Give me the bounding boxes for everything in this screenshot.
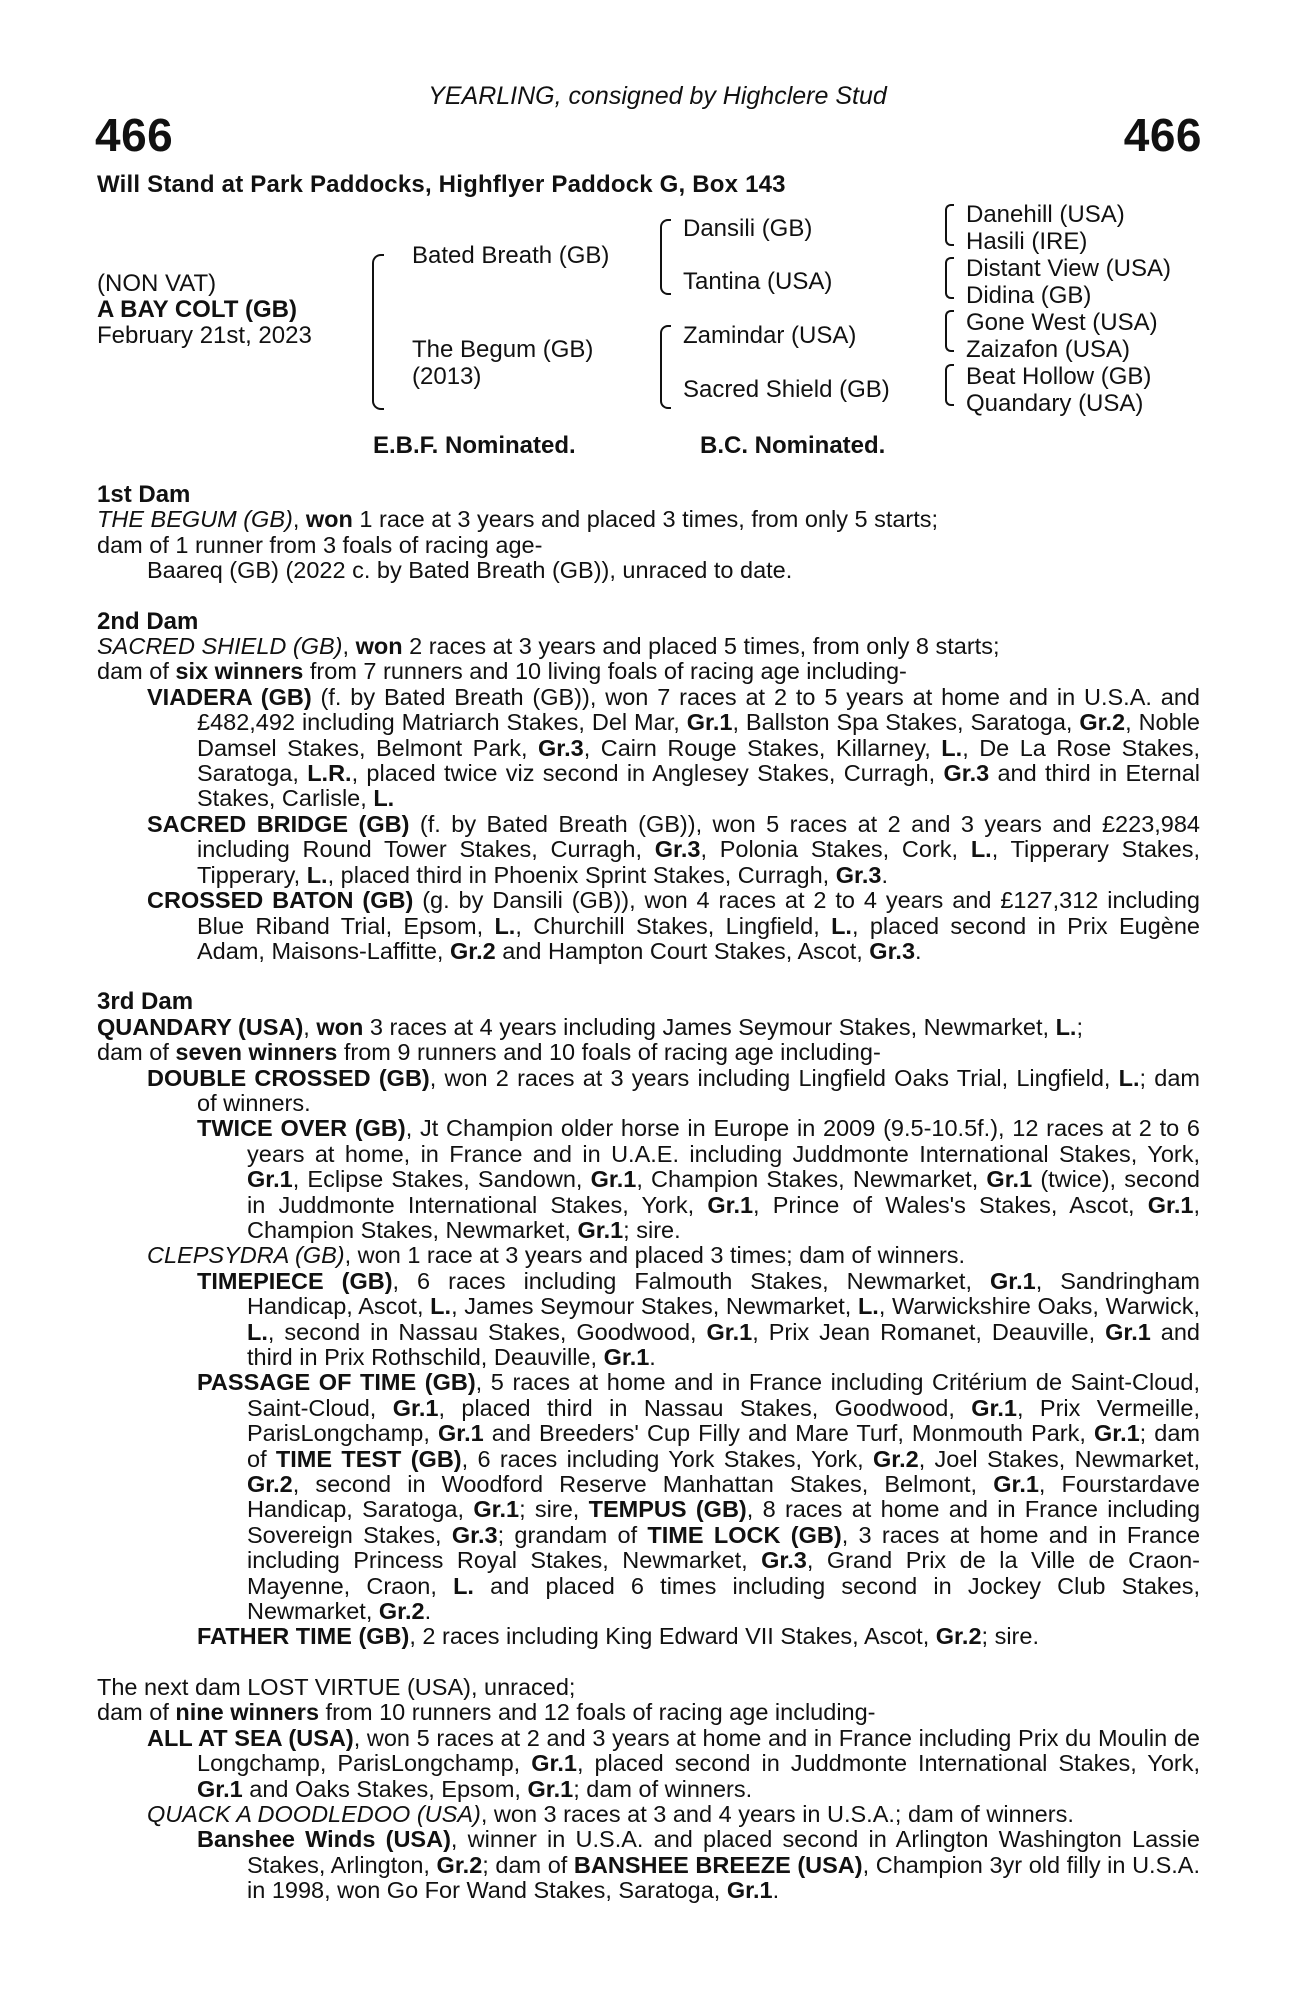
horse-name: TWICE OVER (GB) [197,1115,406,1142]
horse-name: TIMEPIECE (GB) [197,1267,393,1294]
third-dam-produce: dam of seven winners from 9 runners and 10 foals of racing age including- [97,1039,881,1066]
first-dam-record: THE BEGUM (GB), won 1 race at 3 years and placed 3 times, from only 5 starts; [97,506,939,533]
progeny-entry: VIADERA (GB) (f. by Bated Breath (GB)), won 7 races at 2 to 5 years at home and in U.S.A. and £482,492 including Matriarch Stakes, Del Mar, Gr.1, Ballston Spa Stakes, Saratoga, Gr.2, Noble Damsel Stakes, Belmont Park, Gr.3, Cairn Rouge Stakes, Killarney, L., De La Rose Stakes, Saratoga, L.R., placed twice viz second in Anglesey Stakes, Curragh, Gr.3 and third in Eternal Stakes, Carlisle, L. [147,683,1201,812]
pedigree-brace [660,219,671,295]
progeny-entry: SACRED BRIDGE (GB) (f. by Bated Breath (GB)), won 5 races at 2 and 3 years and £223,984 including Round Tower Stakes, Curragh, Gr.3, Polonia Stakes, Cork, L., Tipperary Stakes, Tipperary, L., placed third in Phoenix Sprint Stakes, Curragh, Gr.3. [147,810,1201,888]
second-dam-record: SACRED SHIELD (GB), won 2 races at 3 years and placed 5 times, from only 8 starts; [97,633,1000,660]
horse-name: VIADERA (GB) [147,683,312,710]
progeny-entry: DOUBLE CROSSED (GB), won 2 races at 3 years including Lingfield Oaks Trial, Lingfield, L.; dam of winners. [147,1064,1200,1116]
horse-name: DOUBLE CROSSED (GB) [147,1064,430,1091]
progeny-entry: PASSAGE OF TIME (GB), 5 races at home and in France including Critérium de Saint-Cloud, Saint-Cloud, Gr.1, placed third in Nassau Stakes, Goodwood, Gr.1, Prix Vermeille, ParisLongchamp, Gr.1 and Breeders' Cup Filly and Mare Turf, Monmouth Park, Gr.1; dam of TIME TEST (GB), 6 races including York Stakes, York, Gr.2, Joel Stakes, Newmarket, Gr.2, second in Woodford Reserve Manhattan Stakes, Belmont, Gr.1, Fourstardave Handicap, Saratoga, Gr.1; sire, TEMPUS (GB), 8 races at home and in France including Sovereign Stakes, Gr.3; grandam of TIME LOCK (GB), 3 races at home and in France including Princess Royal Stakes, Newmarket, Gr.3, Grand Prix de la Ville de Craon-Mayenne, Craon, L. and placed 6 times including second in Jockey Club Stakes, Newmarket, Gr.2. [197,1369,1201,1625]
pedigree-gen3: Zamindar (USA) [683,322,857,349]
lot-number-right: 466 [1123,109,1202,161]
horse-name: PASSAGE OF TIME (GB) [197,1369,476,1396]
vat-status: (NON VAT) [97,270,217,297]
lot-number-left: 466 [95,109,174,161]
progeny-entry: TWICE OVER (GB), Jt Champion older horse in Europe in 2009 (9.5-10.5f.), 12 races at 2 to 6 years at home, in France and in U.A.E. including Juddmonte International Stakes, York, Gr.1, Eclipse Stakes, Sandown, Gr.1, Champion Stakes, Newmarket, Gr.1 (twice), second in Juddmonte International Stakes, York, Gr.1, Prince of Wales's Stakes, Ascot, Gr.1, Champion Stakes, Newmarket, Gr.1; sire. [197,1115,1201,1243]
won-label: won [305,506,353,533]
dam-name: QUANDARY (USA) [97,1013,304,1040]
bc-nomination: B.C. Nominated. [700,432,886,459]
pedigree-gen4: Didina (GB) [966,282,1092,309]
next-dam-intro: The next dam LOST VIRTUE (USA), unraced; [97,1673,576,1700]
pedigree-brace [945,257,954,299]
ebf-nomination: E.B.F. Nominated. [373,432,576,459]
dam-name: SACRED SHIELD (GB) [97,633,343,660]
horse-name: CROSSED BATON (GB) [147,887,414,914]
pedigree-brace [945,204,954,246]
pedigree-gen3: Dansili (GB) [683,215,813,242]
pedigree-brace [372,254,384,410]
dam-name: THE BEGUM (GB) [97,506,293,533]
horse-name: FATHER TIME (GB) [197,1623,410,1650]
pedigree-gen3: Tantina (USA) [683,268,833,295]
catalogue-body [97,482,1200,1904]
stand-location: Will Stand at Park Paddocks, Highflyer Paddock G, Box 143 [97,171,786,198]
pedigree-gen4: Distant View (USA) [966,255,1171,282]
sire-name: Bated Breath (GB) [412,242,610,269]
first-dam-heading: 1st Dam [97,481,191,508]
pedigree-gen4: Quandary (USA) [966,390,1144,417]
progeny-entry: QUACK A DOODLEDOO (USA), won 3 races at 3 and 4 years in U.S.A.; dam of winners. [147,1800,1074,1827]
won-label: won [355,633,403,660]
progeny-entry: ALL AT SEA (USA), won 5 races at 2 and 3 years at home and in France including Prix du Moulin de Longchamp, ParisLongchamp, Gr.1, placed second in Juddmonte International Stakes, York, Gr.1 and Oaks Stakes, Epsom, Gr.1; dam of winners. [147,1724,1200,1802]
third-dam-heading: 3rd Dam [97,988,194,1016]
pedigree-gen3: Sacred Shield (GB) [683,376,890,403]
first-dam-foal: Baareq (GB) (2022 c. by Bated Breath (GB)), unraced to date. [147,557,793,584]
won-label: won [316,1013,364,1040]
horse-name: Banshee Winds (USA) [197,1826,451,1853]
horse-name: SACRED BRIDGE (GB) [147,810,410,837]
progeny-entry: CLEPSYDRA (GB), won 1 race at 3 years and placed 3 times; dam of winners. [147,1242,966,1269]
progeny-entry: CROSSED BATON (GB) (g. by Dansili (GB)), won 4 races at 2 to 4 years and £127,312 including Blue Riband Trial, Epsom, L., Churchill Stakes, Lingfield, L., placed second in Prix Eugène Adam, Maisons-Laffitte, Gr.2 and Hampton Court Stakes, Ascot, Gr.3. [147,887,1201,964]
pedigree-gen4: Zaizafon (USA) [966,336,1131,363]
pedigree-gen4: Gone West (USA) [966,309,1158,336]
dam-year: (2013) [412,363,482,390]
pedigree-brace [945,310,954,352]
pedigree-brace [660,325,671,409]
next-dam-produce: dam of nine winners from 10 runners and 12 foals of racing age including- [97,1699,876,1726]
progeny-entry: TIMEPIECE (GB), 6 races including Falmouth Stakes, Newmarket, Gr.1, Sandringham Handicap, Ascot, L., James Seymour Stakes, Newmarket, L., Warwickshire Oaks, Warwick, L., second in Nassau Stakes, Goodwood, Gr.1, Prix Jean Romanet, Deauville, Gr.1 and third in Prix Rothschild, Deauville, Gr.1. [197,1267,1201,1370]
second-dam-produce: dam of six winners from 7 runners and 10 living foals of racing age including- [97,658,907,685]
dam-name: The Begum (GB) [412,336,594,363]
foaling-date: February 21st, 2023 [97,322,312,349]
progeny-entry: FATHER TIME (GB), 2 races including King Edward VII Stakes, Ascot, Gr.2; sire. [197,1623,1039,1650]
pedigree-brace [945,364,954,406]
third-dam-record: QUANDARY (USA), won 3 races at 4 years including James Seymour Stakes, Newmarket, L.; [97,1013,1083,1040]
pedigree-gen4: Danehill (USA) [966,201,1125,228]
pedigree-gen4: Beat Hollow (GB) [966,363,1152,390]
catalogue-subtitle: YEARLING, consigned by Highclere Stud [428,82,887,110]
pedigree-gen4: Hasili (IRE) [966,228,1088,255]
horse-name: A BAY COLT (GB) [97,296,298,323]
second-dam-heading: 2nd Dam [97,607,199,635]
first-dam-produce: dam of 1 runner from 3 foals of racing age- [97,531,543,558]
progeny-entry: Banshee Winds (USA), winner in U.S.A. and placed second in Arlington Washington Lassie Stakes, Arlington, Gr.2; dam of BANSHEE BREEZE (USA), Champion 3yr old filly in U.S.A. in 1998, won Go For Wand Stakes, Saratoga, Gr.1. [197,1826,1200,1904]
horse-name: ALL AT SEA (USA) [147,1724,354,1751]
